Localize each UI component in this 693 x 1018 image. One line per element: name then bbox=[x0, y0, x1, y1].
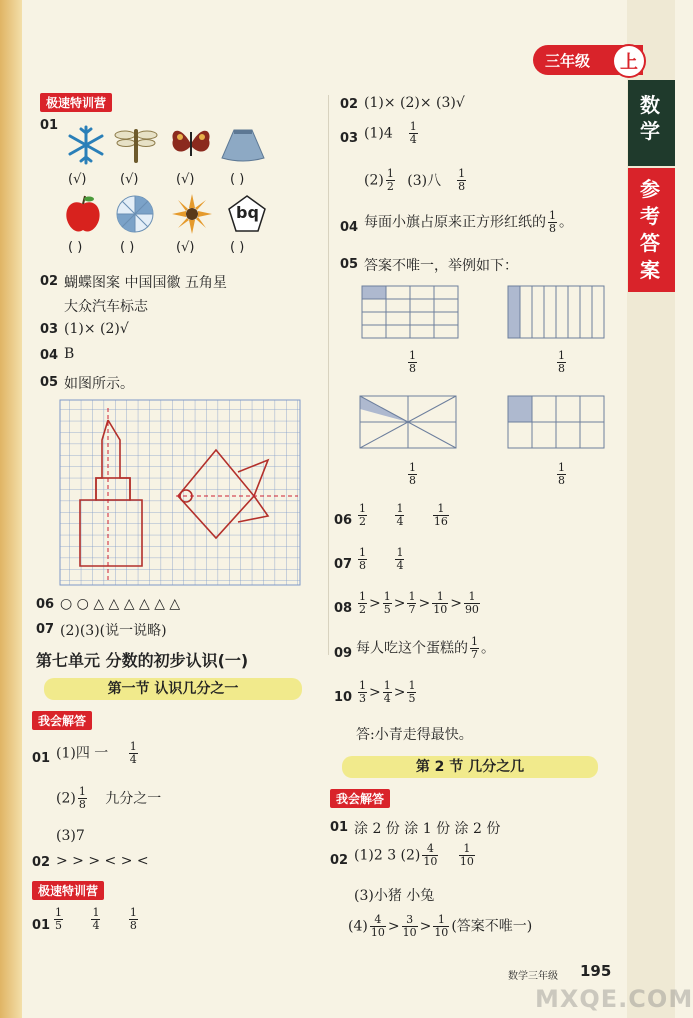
q07-number: 07 bbox=[36, 622, 55, 637]
column-divider bbox=[328, 95, 329, 655]
fraction: $\frac{1}{4}$ bbox=[409, 120, 417, 146]
dragonfly-icon bbox=[114, 125, 158, 165]
fraction: $\frac{1}{4}$ bbox=[129, 740, 137, 766]
section-label: 参考答案 bbox=[640, 177, 660, 282]
pentagon-text: bq bbox=[236, 203, 259, 222]
q01-answer-8: ( ) bbox=[230, 240, 245, 255]
r10-fractions: $\frac{1}{3}$ > $\frac{1}{4}$ > $\frac{1}{5}$ bbox=[359, 679, 416, 705]
fraction: $\frac{1}{2}$ bbox=[359, 590, 366, 616]
a01-number: 01 bbox=[32, 751, 51, 766]
s02-number: 02 bbox=[330, 853, 349, 868]
r09-text: 每人吃这个蛋糕的 $\frac{1}{7}$ 。 bbox=[356, 635, 495, 661]
snowflake-icon bbox=[66, 125, 106, 165]
butterfly-icon bbox=[170, 124, 212, 164]
term-label: 上 bbox=[620, 52, 638, 73]
q06-text: ○ ○ △ △ △ △ △ △ bbox=[60, 596, 181, 612]
fraction: $\frac{1}{4}$ bbox=[396, 546, 404, 572]
fraction: $\frac{3}{10}$ bbox=[402, 913, 417, 939]
fraction: $\frac{1}{90}$ bbox=[464, 590, 479, 616]
a01-part3: (3)7 bbox=[56, 828, 85, 844]
fraction: $\frac{1}{4}$ bbox=[92, 906, 100, 932]
fraction: $\frac{1}{8}$ bbox=[549, 209, 556, 235]
q02-line1: 蝴蝶图案 中国国徽 五角星 bbox=[64, 275, 227, 291]
fraction: $\frac{1}{8}$ bbox=[359, 546, 366, 572]
fraction: $\frac{1}{10}$ bbox=[434, 913, 449, 939]
q02-line2: 大众汽车标志 bbox=[64, 299, 148, 315]
s02-line1: (1)2 3 (2) $\frac{4}{10}$ $\frac{1}{10}$ bbox=[354, 842, 474, 868]
r04-number: 04 bbox=[340, 220, 359, 235]
fraction: $\frac{1}{3}$ bbox=[359, 679, 366, 705]
fraction: $\frac{4}{10}$ bbox=[370, 913, 385, 939]
r08-number: 08 bbox=[334, 601, 353, 616]
q01-answer-5: ( ) bbox=[68, 240, 83, 255]
badge-i-can-answer-2: 我会解答 bbox=[330, 789, 390, 808]
grade-label: 三年级 bbox=[545, 52, 591, 70]
fraction: $\frac{1}{8}$ bbox=[129, 906, 137, 932]
unit-title: 第七单元 分数的初步认识(一) bbox=[36, 651, 249, 670]
diagram-rect-8-blocks bbox=[506, 394, 606, 450]
left-margin-bar bbox=[0, 0, 22, 1018]
watermark: MXQE.COM bbox=[535, 985, 693, 1013]
badge-i-can-answer: 我会解答 bbox=[32, 711, 92, 730]
fraction: $\frac{1}{5}$ bbox=[55, 906, 62, 932]
fraction: $\frac{1}{5}$ bbox=[408, 679, 416, 705]
sunflower-icon bbox=[172, 194, 212, 234]
b01-number: 01 bbox=[32, 918, 51, 933]
r10-number: 10 bbox=[334, 690, 353, 705]
q03-text: (1)× (2)√ bbox=[64, 321, 129, 337]
q01-answer-4: ( ) bbox=[230, 172, 245, 187]
symmetry-grid-figure bbox=[58, 398, 308, 588]
fraction: $\frac{1}{7}$ bbox=[408, 590, 416, 616]
q06-number: 06 bbox=[36, 597, 55, 612]
r03-line2: (2) $\frac{1}{2}$ (3)八 $\frac{1}{8}$ bbox=[364, 167, 466, 193]
r02-number: 02 bbox=[340, 97, 359, 112]
fraction: $\frac{1}{8}$ bbox=[458, 167, 466, 193]
section2-title: 第 2 节 几分之几 bbox=[342, 756, 598, 778]
fraction: $\frac{1}{10}$ bbox=[459, 842, 474, 868]
r07-number: 07 bbox=[334, 557, 353, 572]
footer-label: 数学三年级 bbox=[508, 971, 558, 982]
s01-text: 涂 2 份 涂 1 份 涂 2 份 bbox=[354, 821, 501, 837]
r05-label-4 bbox=[555, 462, 568, 487]
q01-answer-6: ( ) bbox=[120, 240, 135, 255]
fraction: $\frac{4}{10}$ bbox=[423, 842, 438, 868]
r05-text: 答案不唯一，举例如下： bbox=[364, 258, 518, 274]
r02-text: (1)× (2)× (3)√ bbox=[364, 95, 465, 111]
q03-number: 03 bbox=[40, 322, 59, 337]
badge-speed-training-2: 极速特训营 bbox=[32, 881, 104, 900]
a01-part2: (2) $\frac{1}{8}$ 九分之一 bbox=[56, 785, 162, 811]
fraction: $\frac{1}{2}$ bbox=[359, 502, 366, 528]
r07-fractions bbox=[356, 547, 406, 572]
r05-number: 05 bbox=[340, 257, 359, 272]
q01-number: 01 bbox=[40, 118, 59, 133]
fraction: $\frac{1}{8}$ bbox=[558, 349, 565, 375]
q04-number: 04 bbox=[40, 348, 59, 363]
a01-part1 bbox=[56, 741, 140, 766]
q02-number: 02 bbox=[40, 274, 59, 289]
fraction: $\frac{1}{10}$ bbox=[433, 590, 448, 616]
s02-line3: (4) $\frac{4}{10}$ > $\frac{3}{10}$ > $\frac{1}{10}$ (答案不唯一) bbox=[348, 913, 533, 939]
r06-number: 06 bbox=[334, 513, 353, 528]
b01-fractions bbox=[52, 907, 140, 932]
q05-text: 如图所示。 bbox=[64, 376, 134, 392]
s01-number: 01 bbox=[330, 820, 349, 835]
badge-speed-training: 极速特训营 bbox=[40, 93, 112, 112]
fraction: $\frac{1}{8}$ bbox=[409, 461, 416, 487]
r04-text: 每面小旗占原来正方形红纸的 $\frac{1}{8}$ 。 bbox=[364, 209, 573, 235]
r06-fractions bbox=[356, 503, 451, 528]
fraction: $\frac{1}{5}$ bbox=[383, 590, 391, 616]
fraction: $\frac{1}{8}$ bbox=[78, 785, 86, 811]
a02-number: 02 bbox=[32, 855, 51, 870]
q04-text: B bbox=[64, 346, 75, 362]
fraction: $\frac{1}{16}$ bbox=[433, 502, 448, 528]
q01-answer-2: (√) bbox=[120, 172, 139, 187]
fraction: $\frac{1}{2}$ bbox=[386, 167, 394, 193]
fraction: $\frac{1}{4}$ bbox=[383, 679, 391, 705]
s02-line2: (3)小猪 小兔 bbox=[354, 888, 435, 904]
page-number: 195 bbox=[580, 962, 612, 980]
diagram-rect-8-columns bbox=[506, 284, 606, 340]
q01-answer-3: (√) bbox=[176, 172, 195, 187]
r05-label-2 bbox=[555, 350, 568, 375]
r08-fractions: $\frac{1}{2}$ > $\frac{1}{5}$ > $\frac{1}{7}$ > $\frac{1}{10}$ > $\frac{1}{90}$ bbox=[359, 590, 479, 616]
a01-text: (1)四 一 bbox=[56, 745, 109, 762]
pinwheel-circle-icon bbox=[115, 194, 155, 234]
r03-number: 03 bbox=[340, 131, 359, 146]
r05-label-1 bbox=[406, 350, 419, 375]
r03-line1: (1)4 $\frac{1}{4}$ bbox=[364, 120, 417, 146]
section1-title: 第一节 认识几分之一 bbox=[44, 678, 302, 700]
diagram-rect-8-diagonal bbox=[358, 394, 458, 450]
skirt-icon bbox=[220, 128, 266, 162]
r09-number: 09 bbox=[334, 646, 353, 661]
apple-icon bbox=[64, 194, 102, 234]
diagram-rect-8-grid bbox=[360, 284, 460, 340]
q01-answer-7: (√) bbox=[176, 240, 195, 255]
subject-label: 数学 bbox=[640, 93, 660, 143]
fraction: $\frac{1}{4}$ bbox=[396, 502, 404, 528]
fraction: $\frac{1}{8}$ bbox=[409, 349, 416, 375]
fraction: $\frac{1}{7}$ bbox=[471, 635, 478, 661]
r05-label-3 bbox=[406, 462, 419, 487]
q01-answer-1: (√) bbox=[68, 172, 87, 187]
r10-answer: 答:小青走得最快。 bbox=[356, 727, 473, 743]
q07-text: (2)(3)(说一说略) bbox=[60, 623, 167, 639]
q05-number: 05 bbox=[40, 375, 59, 390]
fraction: $\frac{1}{8}$ bbox=[558, 461, 565, 487]
a02-text: > > > < > < bbox=[56, 853, 149, 869]
